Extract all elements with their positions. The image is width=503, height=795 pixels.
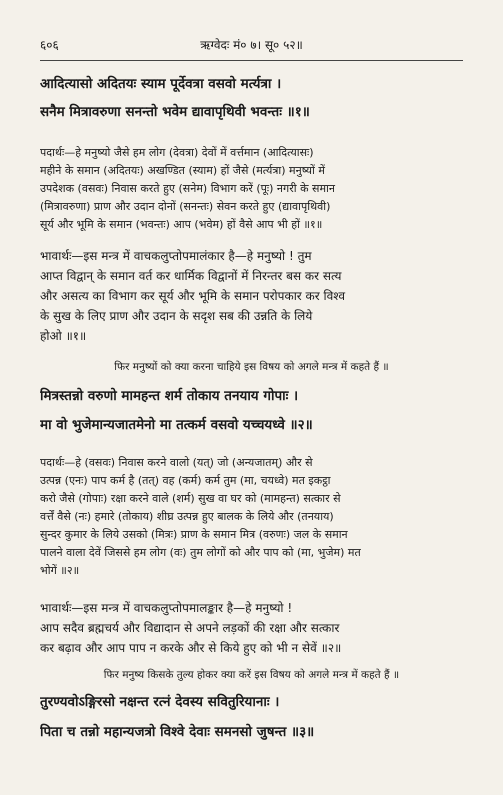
padartha-2-line: करो जैसे (गोपाः) रक्षा करने वाले (शर्म) सुख वा घर को (मामहन्त) सत्कार से (40, 492, 341, 505)
padartha-1-line: उपदेशक (वसवः) निवास करते हुए (सनेम) विभाग करें (पूः) नगरी के समान (40, 182, 335, 195)
bhavartha-1-line: के सुख के लिए प्राण और उदान के सदृश सब की उन्नति के लिये (40, 309, 313, 323)
bhavartha-2 (40, 598, 463, 658)
padartha-2-line: उत्पन्न (एनः) पाप कर्म है (तत्) वह (कर्म) कर्म तुम (मा, चयध्वे) मत इकट्ठा (40, 474, 331, 487)
padartha-1-line: महीने के समान (अदितयः) अखण्डित (स्याम) हों जैसे (मर्त्यत्रा) मनुष्यों में (40, 164, 325, 177)
padartha-2-line: पदार्थः—हे (वसवः) निवास करने वालो (यत्) जो (अन्यजातम्) और से (40, 456, 313, 469)
bhavartha-1-line: आप्त विद्वान् के समान वर्त कर धार्मिक विद्वानों में निरन्तर बस कर सत्य (40, 269, 342, 283)
padartha-1 (40, 144, 463, 234)
bhavartha-1 (40, 246, 463, 346)
mantra-1-line-2: सनैम मित्रावरुणा सनन्तो भवेम द्यावापृथिवी भवन्तः ॥१॥ (40, 104, 310, 120)
intro-2: फिर मनुष्यों को क्या करना चाहिये इस विषय को अगले मन्त्र में कहते हैं ॥ (114, 361, 389, 373)
intro-3: फिर मनुष्य किसके तुल्य होकर क्या करें इस विषय को अगले मन्त्र में कहते हैं ॥ (103, 669, 400, 681)
mantra-3-line-1: तुरण्यवोऽङ्गिरसो नक्षन्त रत्नं देवस्य सवितुरियानाः । (40, 694, 280, 710)
bhavartha-2-line: कर बढ़ाव और आप पाप न करके और से किये हुए को भी न सेवें ॥२॥ (40, 641, 342, 655)
padartha-2 (40, 454, 463, 580)
running-title: ऋग्वेदः मं० ७। सू० ५२॥ (200, 38, 303, 52)
padartha-1-line: पदार्थः—हे मनुष्यो जैसे हम लोग (देवत्रा) देवों में वर्त्तमान (आदित्यासः) (40, 146, 314, 159)
padartha-2-line: सुन्दर कुमार के लिये उसको (मित्रः) प्राण के समान मित्र (वरुणः) जल के समान (40, 528, 348, 541)
header-rule (40, 60, 463, 61)
padartha-2-line: भोगें ॥२॥ (40, 564, 80, 577)
mantra-2-line-2: मा वो भुजेमान्यजातमेनो मा तत्कर्म वसवो यच्चयध्वे ॥२॥ (40, 417, 313, 433)
bhavartha-2-line: भावार्थः—इस मन्त्र में वाचकलुप्तोपमालङ्कार है—हे मनुष्यो ! (40, 601, 293, 615)
padartha-2-line: पालने वाला देवें जिससे हम लोग (वः) तुम लोगों को और पाप को (मा, भुजेम) मत (40, 546, 361, 559)
page-header (40, 36, 463, 56)
mantra-2-line-1: मित्रस्तन्नो वरुणो मामहन्त शर्म तोकाय तनयाय गोपाः । (40, 388, 299, 404)
mantra-3-line-2: पिता च तन्नो महान्यजत्रो विश्वे देवाः समनसो जुषन्त ॥३॥ (40, 724, 315, 740)
bhavartha-1-line: होओ ॥१॥ (40, 329, 87, 343)
mantra-1-line-1: आदित्यासो अदितयः स्याम पूर्देवत्रा वसवो मर्त्यत्रा । (40, 76, 282, 92)
padartha-2-line: वर्त्तें वैसे (नः) हमारे (तोकाय) शीघ्र उत्पन्न हुए बालक के लिये और (तनयाय) (40, 510, 334, 523)
bhavartha-2-line: आप सदैव ब्रह्मचर्य और विद्यादान से अपने लड़कों की रक्षा और सत्कार (40, 621, 340, 635)
page-number: ६०६ (40, 38, 59, 52)
bhavartha-1-line: भावार्थः—इस मन्त्र में वाचकलुप्तोपमालंकार है—हे मनुष्यो ! तुम (40, 249, 312, 263)
padartha-1-line: सूर्य और भूमि के समान (भवन्तः) आप (भवेम) हों वैसे आप भी हों ॥१॥ (40, 218, 323, 231)
padartha-1-line: (मित्रावरुणा) प्राण और उदान दोनों (सनन्तः) सेवन करते हुए (द्यावापृथिवी) (40, 200, 331, 213)
bhavartha-1-line: और असत्य का विभाग कर सूर्य और भूमि के समान परोपकार कर विश्व (40, 289, 346, 303)
